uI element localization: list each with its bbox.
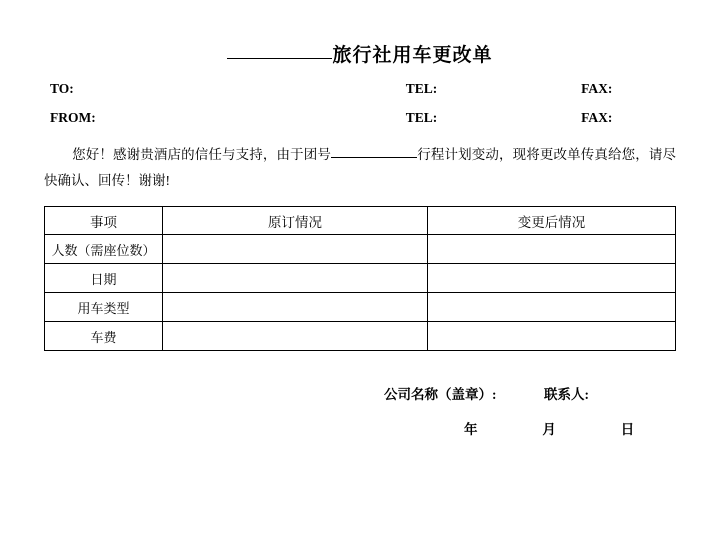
cell-fare-changed[interactable] bbox=[428, 322, 676, 351]
cell-headcount-original[interactable] bbox=[163, 235, 428, 264]
contact-row-from bbox=[44, 110, 676, 126]
change-form-table bbox=[44, 206, 676, 351]
contact-person-label: 联系人: bbox=[544, 387, 589, 402]
table-row bbox=[45, 293, 676, 322]
page-title-text: 旅行社用车更改单 bbox=[332, 45, 493, 66]
row-label-headcount: 人数（需座位数） bbox=[45, 235, 163, 264]
date-row bbox=[44, 418, 676, 438]
signature-row bbox=[44, 383, 676, 403]
cell-date-original[interactable] bbox=[163, 264, 428, 293]
company-name-label: 公司名称（盖章）: bbox=[384, 387, 497, 402]
document-page bbox=[0, 40, 720, 549]
paragraph-part-one: 您好！感谢贵酒店的信任与支持，由于团号 bbox=[72, 147, 332, 162]
header-original: 原订情况 bbox=[163, 207, 428, 235]
tel-label-from: TEL: bbox=[405, 110, 438, 125]
month-label: 月 bbox=[542, 422, 556, 437]
year-label: 年 bbox=[464, 422, 478, 437]
intro-paragraph bbox=[44, 142, 676, 194]
title-blank-line[interactable] bbox=[227, 41, 332, 59]
table-row bbox=[45, 264, 676, 293]
cell-vehicle-type-changed[interactable] bbox=[428, 293, 676, 322]
paragraph-part-two: 行程计划变动，现将更改单传真给您，请尽快确认、回传！谢谢! bbox=[44, 147, 677, 188]
cell-date-changed[interactable] bbox=[428, 264, 676, 293]
day-label: 日 bbox=[620, 422, 635, 437]
to-label: TO: bbox=[50, 81, 74, 96]
header-changed: 变更后情况 bbox=[428, 207, 676, 235]
tel-label-to: TEL: bbox=[405, 81, 438, 96]
cell-fare-original[interactable] bbox=[163, 322, 428, 351]
group-number-blank[interactable] bbox=[331, 143, 417, 158]
table-row bbox=[45, 322, 676, 351]
cell-headcount-changed[interactable] bbox=[428, 235, 676, 264]
header-item: 事项 bbox=[45, 207, 163, 235]
row-label-vehicle-type: 用车类型 bbox=[45, 293, 163, 322]
row-label-fare: 车费 bbox=[45, 322, 163, 351]
fax-label-from: FAX: bbox=[581, 110, 613, 125]
table-header-row bbox=[45, 207, 676, 235]
cell-vehicle-type-original[interactable] bbox=[163, 293, 428, 322]
contact-row-to bbox=[44, 81, 676, 97]
table-row bbox=[45, 235, 676, 264]
row-label-date: 日期 bbox=[45, 264, 163, 293]
from-label: FROM: bbox=[50, 110, 96, 125]
fax-label-to: FAX: bbox=[581, 81, 613, 96]
page-title bbox=[44, 40, 676, 67]
